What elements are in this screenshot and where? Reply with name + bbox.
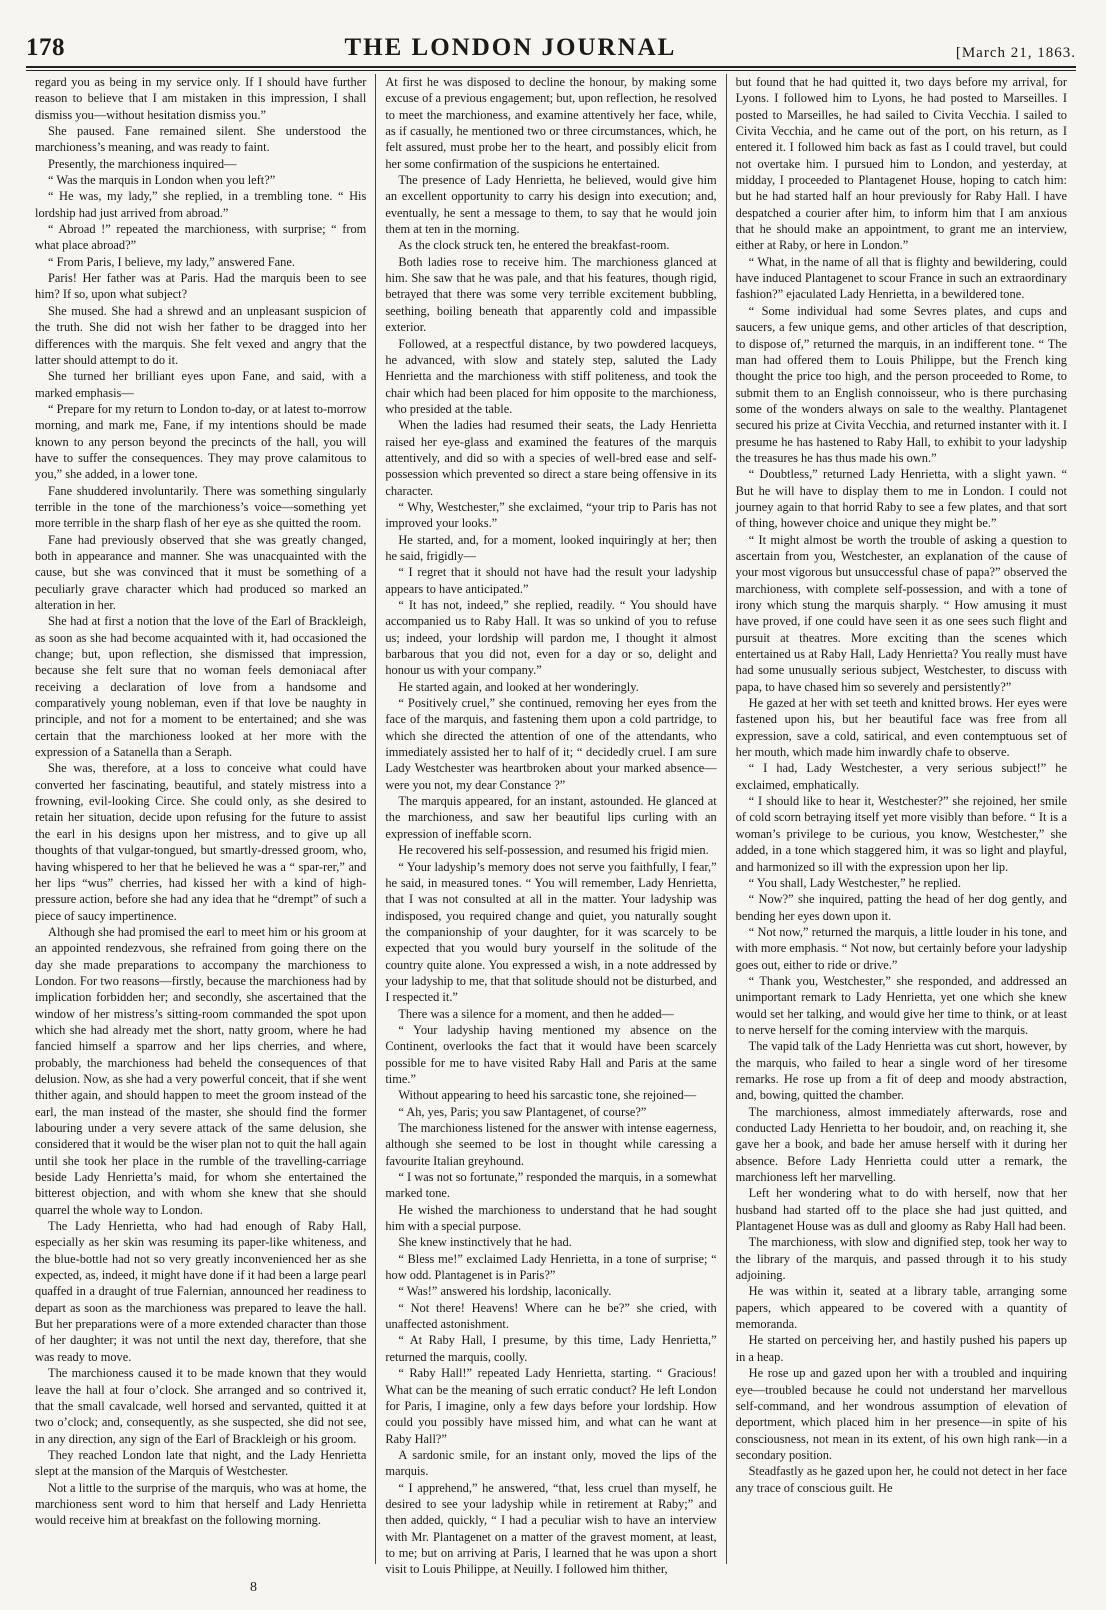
article-paragraph: “ Raby Hall!” repeated Lady Henrietta, starting. “ Gracious! What can be the meaning of such erratic conduct? He left London for Paris, I imagine, only a few days before your lordship. How could you possibly have missed him, and what can he want at Raby Hall?” (385, 1366, 717, 1446)
issue-date: [March 21, 1863. (955, 45, 1076, 61)
header-rule (26, 66, 1076, 71)
article-paragraph: “ Your ladyship’s memory does not serve you faithfully, I fear,” he said, in measured tones. “ You will remember, Lady Henrietta, that I was not consulted at all in the matter. Your ladyship was indisposed, you required change and quiet, you naturally sought the companionship of your daughter, for it was scarcely to be expected that you would bury yourself in the solitude of the country quite alone. You expressed a wish, in a note addressed by your ladyship to me, that that solitude should not be disturbed, and I respected it.” (385, 859, 717, 1005)
article-paragraph: “ Abroad !” repeated the marchioness, with surprise; “ from what place abroad?” (35, 222, 367, 253)
page-header (26, 28, 1076, 62)
article-paragraph: regard you as being in my service only. If I should have further reason to believe that I am mistaken in this impression, I shall dismiss you—without hesitation dismiss you.” (35, 75, 367, 122)
article-paragraph: She knew instinctively that he had. (398, 1235, 572, 1250)
article-paragraph: Although she had promised the earl to meet him or his groom at an appointed rendezvous, she refrained from going there on the day she made preparations to accompany the marchioness to London. For two reasons—firstly, because the marchioness had by implication forbidden her; and secondly, she ascertained that the window of her mistress’s sitting-room commanded the spot upon which she had already met the short, natty groom, where he had fancied himself a sparrow and her lips cherries, and where, probably, the marchioness had beheld the consequences of that delusion. Now, as she had a very powerful conceit, that if she went thither again, and should happen to meet the groom instead of the earl, the man instead of the master, she should find the former labouring under a very severe attack of the same delusion, she considered that it would be the wiser plan not to quit the hall again until she took her place in the rumble of the travelling-carriage beside Lady Henrietta’s maid, for whom she entertained the bitterest objection, and with whom she knew that she should quarrel the whole way to London. (35, 924, 367, 1217)
article-paragraph: Fane had previously observed that she was greatly changed, both in appearance and manner. She was unacquainted with the cause, but she was convinced that it must be something of a peculiarly grave character which had produced so marked an alteration in her. (35, 532, 367, 612)
journal-title: THE LONDON JOURNAL (344, 34, 677, 61)
article-paragraph: “ Not there! Heavens! Where can he be?” she cried, with unaffected astonishment. (385, 1300, 717, 1332)
article-paragraph: “ You shall, Lady Westchester,” he replied. (748, 875, 961, 890)
article-paragraph: The Lady Henrietta, who had had enough of Raby Hall, especially as her skin was resuming its paper-like whiteness, and the blue-bottle had not so very greatly inconvenienced her as she expected, as, indeed, it might have done if it had been a large pearl quaffed in a draught of true Falernian, announced her readiness to depart as soon as the marchioness was prepared to leave the hall. But her preparations were of a more extended character than those of her daughter; it was not until the next day, therefore, that she was ready to move. (35, 1219, 367, 1364)
article-paragraph: “ I had, Lady Westchester, a very serious subject!” he exclaimed, emphatically. (735, 761, 1067, 792)
column-1 (26, 74, 375, 1564)
article-paragraph: “ I was not so fortunate,” responded the marquis, in a somewhat marked tone. (385, 1170, 717, 1201)
article-paragraph: “ It might almost be worth the trouble of asking a question to ascertain from you, Westchester, an explanation of the cause of your most vigorous but unsuccessful chase of papa?” observed the marchioness, with complete self-possession, and with a tone of irony which stung the marquis sharply. “ How amusing it must have proved, if one could have seen it as one sees such flight and pursuit at theatres. More exciting than the scenes which entertained us at Raby Hall, Lady Henrietta? You really must have had some unusually serious subject, Westchester, to discuss with papa, to have chased him so severely and persistently?” (735, 532, 1067, 694)
article-paragraph: A sardonic smile, for an instant only, moved the lips of the marquis. (385, 1447, 717, 1479)
article-paragraph: “ Now?” she inquired, patting the head of her dog gently, and bending her eyes down upon it. (735, 892, 1067, 923)
signature-mark: 8 (250, 1580, 257, 1595)
article-paragraph: The marchioness, with slow and dignified step, took her way to the library of the marquis, and passed through it to his study adjoining. (735, 1235, 1067, 1283)
article-paragraph: He recovered his self-possession, and resumed his frigid mien. (398, 843, 709, 858)
article-paragraph: The marchioness, almost immediately afterwards, rose and conducted Lady Henrietta to her boudoir, and, on reaching it, she gave her a book, and bade her amuse herself with it during her absence. Before Lady Henrietta could utter a remark, the marchioness left her marvelling. (735, 1104, 1067, 1185)
article-paragraph: “ Ah, yes, Paris; you saw Plantagenet, of course?” (398, 1104, 647, 1119)
article-paragraph: There was a silence for a moment, and then he added— (398, 1006, 674, 1021)
article-paragraph: He started on perceiving her, and hastily pushed his papers up in a heap. (735, 1333, 1067, 1364)
article-paragraph: Fane shuddered involuntarily. There was something singularly terrible in the tone of the marchioness’s voice—something yet more terrible in the sharp flash of her eye as she quitted the room. (35, 483, 367, 531)
article-paragraph: “ Bless me!” exclaimed Lady Henrietta, in a tone of surprise; “ how odd. Plantagenet is in Paris?” (385, 1251, 717, 1283)
article-paragraph: Followed, at a respectful distance, by two powdered lacqueys, he advanced, with slow and stately step, saluted the Lady Henrietta and the marchioness with stiff politeness, and took the chair which had been placed for him opposite to the marchioness, who presided at the table. (385, 336, 717, 416)
article-paragraph: She paused. Fane remained silent. She understood the marchioness’s meaning, and was ready to faint. (35, 124, 367, 155)
article-paragraph: He rose up and gazed upon her with a troubled and inquiring eye—troubled because he could not understand her marvellous self-command, and her wondrous assumption of elevation of deportment, which placed him in her presence—in spite of his consciousness, not mean in its extent, of his own high rank—in a secondary position. (735, 1366, 1067, 1462)
article-paragraph: “ He was, my lady,” she replied, in a trembling tone. “ His lordship had just arrived from abroad.” (35, 189, 367, 220)
article-paragraph: Left her wondering what to do with herself, now that her husband had started off to the place she had just quitted, and Plantagenet House was as dull and gloomy as Raby Hall had been. (735, 1186, 1067, 1234)
article-paragraph: She turned her brilliant eyes upon Fane, and said, with a marked emphasis— (35, 369, 367, 400)
article-paragraph: He was within it, seated at a library table, arranging some papers, which appeared to be covered with a quantity of memoranda. (735, 1284, 1067, 1332)
article-paragraph: She was, therefore, at a loss to conceive what could have converted her fascinating, beautiful, and stately mistress into a frowning, evil-looking Circe. She could only, as she desired to retain her situation, decide upon refusing for the future to assist the earl in his designs upon her mistress, and to give up all thoughts of that vulgar-tongued, but smartly-dressed groom, who, having whispered to her that he believed he was a “ spar-rer,” and her lips “wus” cherries, had kissed her with a kind of high-pressure action, before she had any idea that he “drempt” of such a piece of saucy impertinence. (35, 761, 367, 923)
article-paragraph: “ I regret that it should not have had the result your ladyship appears to have anticipated.” (385, 565, 717, 596)
column-3 (726, 74, 1076, 1564)
article-paragraph: “ From Paris, I believe, my lady,” answered Fane. (48, 254, 295, 269)
article-paragraph: “ I should like to hear it, Westchester?” she rejoined, her smile of cold scorn betraying itself yet more visibly than before. “ It is a woman’s privilege to be curious, you know, Westchester,” she added, in a tone which staggered him, it was so light and playful, and harmonized so ill with the expression upon her lip. (735, 794, 1067, 874)
article-paragraph: “ Doubtless,” returned Lady Henrietta, with a slight yawn. “ But he will have to display them to me in London. I could not journey again to that horrid Raby to see a few plates, and that sort of thing, however choice and unique they might be.” (735, 467, 1067, 531)
article-paragraph: The vapid talk of the Lady Henrietta was cut short, however, by the marquis, who failed to hear a single word of her tiresome remarks. He rose up from a fit of deep and moody abstraction, and, bowing, quitted the chamber. (735, 1039, 1067, 1103)
article-paragraph: “ Some individual had some Sevres plates, and cups and saucers, a few unique gems, and other articles of that description, to dispose of,” returned the marquis, in an indifferent tone. “ The man had offered them to Louis Philippe, but the French king thought the price too high, and the person proceeded to Rome, to submit them to an English connoisseur, who is there purchasing some of the wonders always on sale to the wealthy. Plantagenet secured his prize at Civita Vecchia, and returned instanter with it. I presume he has hastened to Raby Hall, to exhibit to your ladyship the treasures he has thus made his own.” (735, 303, 1067, 465)
article-paragraph: “ Your ladyship having mentioned my absence on the Continent, overlooks the fact that it would have been scarcely possible for me to have visited Raby Hall and Paris at the same time.” (385, 1022, 717, 1086)
text-columns (26, 74, 1076, 1577)
article-paragraph: “ Positively cruel,” she continued, removing her eyes from the face of the marquis, and fastening them upon a cold partridge, to which she directed the attention of one of the attendants, who immediately assisted her to half of it; “ decidedly cruel. I am sure Lady Westchester was heartbroken about your marked absence—were you not, my dear Constance ?” (385, 696, 717, 792)
article-paragraph: She had at first a notion that the love of the Earl of Brackleigh, as soon as she had become acquainted with it, had occasioned the change; but, upon reflection, she dismissed that impression, because she felt sure that no woman feels demoniacal after receiving a declaration of love from a handsome and comparatively young nobleman, even if that love be naughty in principle, and not for a moment to be entertained; and she was certain that the marchioness looked at her more with the expression of a Satanella than a Seraph. (35, 614, 367, 760)
article-paragraph: The marquis appeared, for an instant, astounded. He glanced at the marchioness, and saw her beautiful lips curling with an expression of ineffable scorn. (385, 794, 717, 841)
article-paragraph: He gazed at her with set teeth and knitted brows. Her eyes were fastened upon his, but her beautiful face was free from all expression, save a cold, satirical, and even contemptuous set of her mouth, which made him inwardly chafe to observe. (735, 696, 1067, 760)
article-paragraph: Steadfastly as he gazed upon her, he could not detect in her face any trace of conscious guilt. He (735, 1464, 1067, 1495)
article-paragraph: “ Prepare for my return to London to-day, or at latest to-morrow morning, and mark me, Fane, if my intentions should be made known to any person beyond the precincts of the hall, you will have to suffer the consequences. They may prove calamitous to you,” she added, in a lower tone. (35, 401, 367, 482)
article-paragraph: As the clock struck ten, he entered the breakfast-room. (398, 238, 670, 253)
article-paragraph: She mused. She had a shrewd and an unpleasant suspicion of the truth. She did not wish her father to be dragged into her differences with the marquis. She felt vexed and angry that the latter should attempt to do it. (35, 303, 367, 367)
article-paragraph: He wished the marchioness to understand that he had sought him with a special purpose. (385, 1202, 717, 1234)
article-paragraph: “ I apprehend,” he answered, “that, less cruel than myself, he desired to see your ladyship while in retirement at Raby;” and then added, quickly, “ I had a peculiar wish to have an interview with Mr. Plantagenet on a matter of the gravest moment, at least, to me; but on arriving at Paris, I learned that he was upon a short visit to Louis Philippe, at Neuilly. I followed him thither, (385, 1480, 717, 1577)
article-paragraph: Not a little to the surprise of the marquis, who was at home, the marchioness sent word to him that herself and Lady Henrietta would receive him at breakfast on the following morning. (35, 1480, 367, 1528)
article-paragraph: Paris! Her father was at Paris. Had the marquis been to see him? If so, upon what subject? (35, 271, 367, 302)
article-paragraph: Both ladies rose to receive him. The marchioness glanced at him. She saw that he was pale, and that his features, though rigid, betrayed that there was some very terrible excitement bubbling, seething, boiling beneath that apparently cold and impassible exterior. (385, 254, 717, 335)
article-paragraph: The marchioness listened for the answer with intense eagerness, although she seemed to be lost in thought while caressing a favourite Italian greyhound. (385, 1121, 717, 1168)
article-paragraph: At first he was disposed to decline the honour, by making some excuse of a previous engagement; but, upon reflection, he resolved to meet the marchioness, and examine attentively her face, while, as if casually, he mentioned two or three circumstances, which, he felt assured, must probe her to the heart, and possibly elicit from her some confirmation of the suspicions he entertained. (385, 75, 717, 171)
article-paragraph: Presently, the marchioness inquired— (48, 156, 237, 171)
article-paragraph: “ Thank you, Westchester,” she responded, and addressed an unimportant remark to Lady Henrietta, yet one which she knew would set her talking, and would give her time to think, or at least to nerve herself for the coming interview with the marquis. (735, 973, 1067, 1037)
article-paragraph: “ At Raby Hall, I presume, by this time, Lady Henrietta,” returned the marquis, coolly. (385, 1333, 717, 1364)
article-paragraph: “ Not now,” returned the marquis, a little louder in his tone, and with more emphasis. “ Not now, but certainly before your ladyship goes out, either to ride or drive.” (735, 924, 1067, 972)
article-paragraph: The marchioness caused it to be made known that they would leave the hall at four o’clock. She arranged and so contrived it, that the small cavalcade, well horsed and servanted, quitted it at two o’clock; and, consequently, as she suspected, she did not see, in any direction, any sign of the Earl of Brackleigh or his groom. (35, 1366, 367, 1446)
article-paragraph: “ Was the marquis in London when you left?” (48, 173, 276, 188)
article-paragraph: They reached London late that night, and the Lady Henrietta slept at the mansion of the Marquis of Westchester. (35, 1447, 367, 1479)
article-paragraph: “ Was!” answered his lordship, laconically. (398, 1284, 612, 1299)
article-paragraph: “ Why, Westchester,” she exclaimed, “your trip to Paris has not improved your looks.” (385, 499, 717, 531)
article-paragraph: The presence of Lady Henrietta, he believed, would give him an excellent opportunity to carry his design into execution; and, eventually, he sent a message to them, to say that he would join them at ten in the morning. (385, 173, 717, 237)
page-number: 178 (26, 34, 65, 61)
column-2 (375, 74, 725, 1577)
article-paragraph: He started, and, for a moment, looked inquiringly at her; then he said, frigidly— (385, 532, 717, 563)
article-paragraph: “ It has not, indeed,” she replied, readily. “ You should have accompanied us to Raby Hall. It was so unkind of you to refuse us; indeed, your lordship will pardon me, I thought it almost barbarous that you did not, even for a day or so, delight and honour us with your company.” (385, 598, 717, 678)
article-paragraph: When the ladies had resumed their seats, the Lady Henrietta raised her eye-glass and examined the features of the marquis attentively, and did so with a species of well-bred ease and self-possession which prevented so direct a stare being offensive in its character. (385, 418, 717, 498)
article-paragraph: He started again, and looked at her wonderingly. (398, 679, 639, 694)
article-paragraph: “ What, in the name of all that is flighty and bewildering, could have induced Plantagenet to scour France in such an extraordinary fashion?” ejaculated Lady Henrietta, in a bewildered tone. (735, 254, 1067, 302)
article-paragraph: but found that he had quitted it, two days before my arrival, for Lyons. I followed him to Lyons, he had posted to Marseilles. I posted to Marseilles, he had sailed to Civita Vecchia. I sailed to Civita Vecchia, and he came out of the port, on his return, as I entered it. I followed him back as fast as I could travel, but could not overtake him. I pursued him to London, and yesterday, at midday, I proceeded to Plantagenet House, hoping to catch him: but he had started half an hour previously for Raby Hall. I have despatched a courier after him, to inform him that I am anxious that he should make an appointment, to grant me an interview, either at Raby, or here in London.” (735, 75, 1067, 253)
article-paragraph: Without appearing to heed his sarcastic tone, she rejoined— (398, 1088, 697, 1103)
